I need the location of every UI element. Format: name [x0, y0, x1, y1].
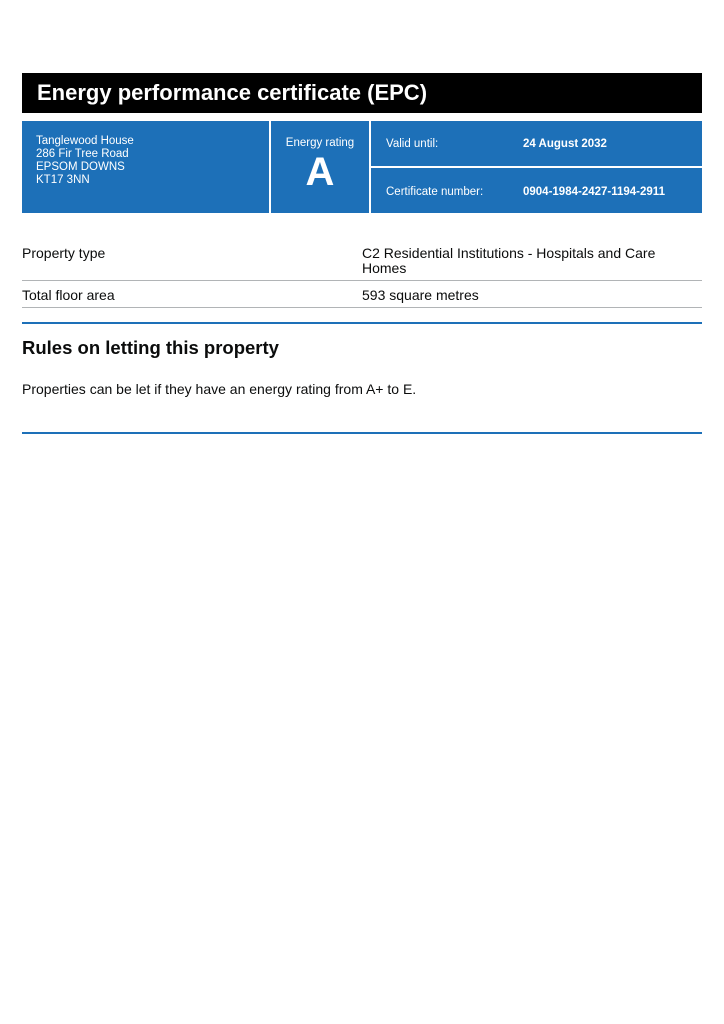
certificate-summary — [22, 121, 702, 213]
address-line: Tanglewood House — [36, 135, 134, 147]
section-divider — [22, 432, 702, 434]
page-header — [22, 73, 702, 113]
valid-until-value: 24 August 2032 — [523, 138, 607, 150]
page-title: Energy performance certificate (EPC) — [37, 80, 428, 105]
valid-until-box — [371, 121, 702, 166]
property-type-label: Property type — [22, 245, 106, 261]
property-details — [22, 240, 702, 308]
energy-rating-label: Energy rating — [285, 137, 355, 149]
address-line: KT17 3NN — [36, 174, 90, 186]
letting-rules-text: Properties can be let if they have an energy rating from A+ to E. — [22, 381, 417, 397]
table-row — [22, 281, 702, 308]
certificate-number-box — [371, 168, 702, 213]
letting-rules-heading: Rules on letting this property — [22, 337, 279, 358]
address-line: EPSOM DOWNS — [36, 161, 125, 173]
property-type-value: C2 Residential Institutions - Hospitals and Care Homes — [362, 245, 656, 276]
energy-rating-value: A — [305, 150, 335, 194]
energy-rating-box — [271, 121, 369, 213]
property-address — [22, 121, 269, 213]
section-divider — [22, 322, 702, 324]
valid-until-label: Valid until: — [386, 138, 439, 150]
floor-area-label: Total floor area — [22, 287, 115, 303]
address-line: 286 Fir Tree Road — [36, 148, 129, 160]
certificate-number-value: 0904-1984-2427-1194-2911 — [523, 186, 665, 198]
certificate-number-label: Certificate number: — [386, 186, 484, 198]
floor-area-value: 593 square metres — [362, 287, 479, 303]
table-row — [22, 240, 702, 281]
